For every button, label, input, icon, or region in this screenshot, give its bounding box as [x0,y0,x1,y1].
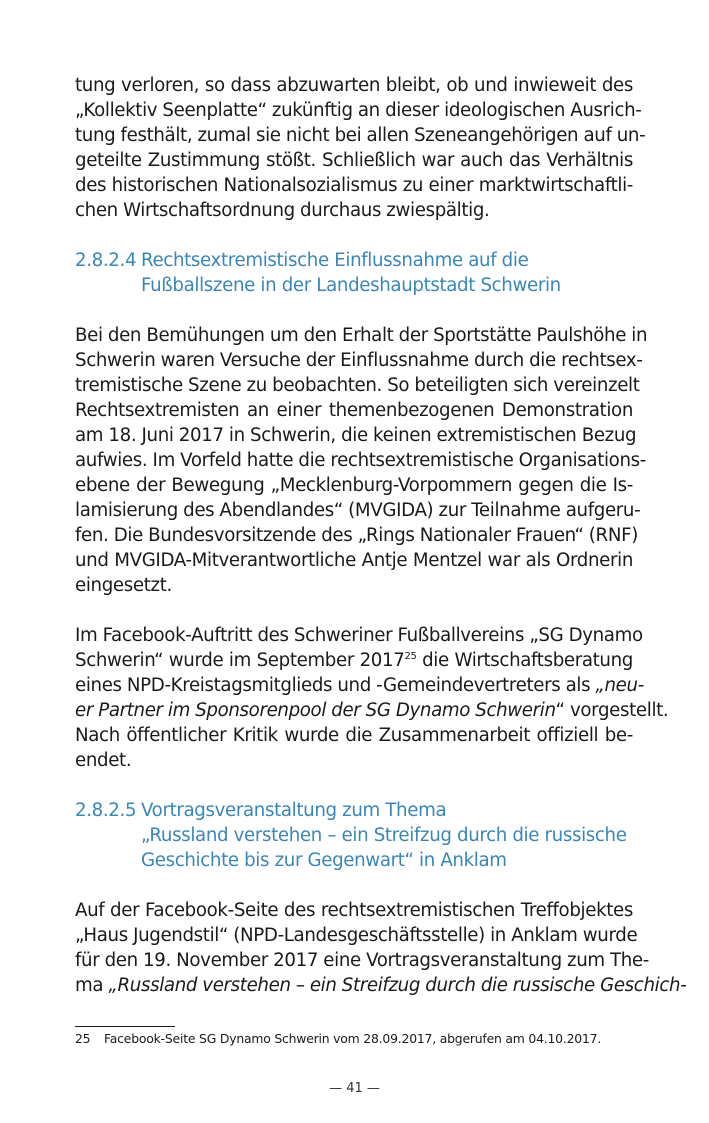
paragraph-1 [75,73,646,223]
text-line: tung festhält, zumal sie nicht bei allen Szeneangehörigen auf un- [75,125,646,146]
section-heading-2-8-2-4 [75,248,633,298]
text-line [75,648,633,673]
text-line: „Kollektiv Seenplatte“ zukünftig an dieser ideologischen Ausrich- [75,100,642,121]
text-run: Schwerin“ wurde im September 2017 [75,650,405,671]
section-title-line: „Russland verstehen – ein Streifzug durch die russische [141,825,627,846]
page-number: — 41 — [329,1081,380,1096]
text-line: für den 19. November 2017 eine Vortragsveranstaltung zum The- [75,950,649,971]
text-line: des historischen Nationalsozialismus zu einer marktwirtschaftli- [75,175,633,196]
text-line: Rechtsextremisten an einer themenbezogenen Demonstration [75,400,633,421]
text-run: eines NPD-Kreistagsmitglieds und -Gemeindevertreters als [75,675,596,696]
section-title [141,248,561,298]
section-number: 2.8.2.5 [75,800,137,821]
text-line: Auf der Facebook-Seite des rechtsextremistischen Treffobjektes [75,900,633,921]
section-title-line: Rechtsextremistische Einflussnahme auf die [141,250,529,271]
section-number: 2.8.2.4 [75,250,137,271]
text-line: geteilte Zustimmung stößt. Schließlich war auch das Verhältnis [75,150,633,171]
text-run: ma [75,975,109,996]
text-line [75,673,644,698]
text-line: endet. [75,750,132,771]
section-title-line: Fußballszene in der Landeshauptstadt Schwerin [141,275,561,296]
footnote-text: Facebook-Seite SG Dynamo Schwerin vom 28.09.2017, abgerufen am 04.10.2017. [104,1031,602,1046]
text-line: fen. Die Bundesvorsitzende des „Rings Nationaler Frauen“ (RNF) [75,525,638,546]
text-line: eingesetzt. [75,575,172,596]
text-line: am 18. Juni 2017 in Schwerin, die keinen extremistischen Bezug [75,425,637,446]
text-line: ebene der Bewegung „Mecklenburg-Vorpommern gegen die Is- [75,475,633,496]
footnote-number: 25 [75,1031,91,1046]
text-line: tremistische Szene zu beobachten. So beteiligten sich vereinzelt [75,375,640,396]
quote-italic: „Russland verstehen – ein Streifzug durch die russische Geschich- [108,975,687,996]
paragraph-2 [75,323,648,598]
text-line: aufwies. Im Vorfeld hatte die rechtsextremistische Organisations- [75,450,646,471]
section-title [141,798,627,873]
text-line: und MVGIDA-Mitverantwortliche Antje Mentzel war als Ordnerin [75,550,633,571]
footnote-reference: 25 [404,650,417,662]
paragraph-4 [75,898,687,998]
page-body [75,73,687,998]
text-line: chen Wirtschaftsordnung durchaus zwiespältig. [75,200,490,221]
text-line: Im Facebook-Auftritt des Schweriner Fußballvereins „SG Dynamo [75,625,643,646]
text-line: Schwerin waren Versuche der Einflussnahme durch die rechtsex- [75,350,643,371]
section-title-line: Vortragsveranstaltung zum Thema [141,800,447,821]
text-line: tung verloren, so dass abzuwarten bleibt, ob und inwieweit des [75,75,633,96]
text-line [75,973,687,998]
quote-italic: er Partner im Sponsorenpool der SG Dynamo Schwerin [75,700,556,721]
text-line: Nach öffentlicher Kritik wurde die Zusammenarbeit offiziell be- [75,725,633,746]
text-line: Bei den Bemühungen um den Erhalt der Sportstätte Paulshöhe in [75,325,648,346]
quote-italic: „neu- [595,675,644,696]
text-line: lamisierung des Abendlandes“ (MVGIDA) zur Teilnahme aufgeru- [75,500,641,521]
text-line [75,698,669,723]
paragraph-3 [75,623,669,773]
section-title-line: Geschichte bis zur Gegenwart“ in Anklam [141,850,507,871]
footnote-25 [75,1031,601,1047]
text-run: “ vorgestellt. [555,700,669,721]
section-heading-2-8-2-5 [75,798,633,873]
text-line: „Haus Jugendstil“ (NPD-Landesgeschäftsstelle) in Anklam wurde [75,925,638,946]
text-run: die Wirtschaftsberatung [416,650,633,671]
footnote-divider [75,1026,175,1027]
